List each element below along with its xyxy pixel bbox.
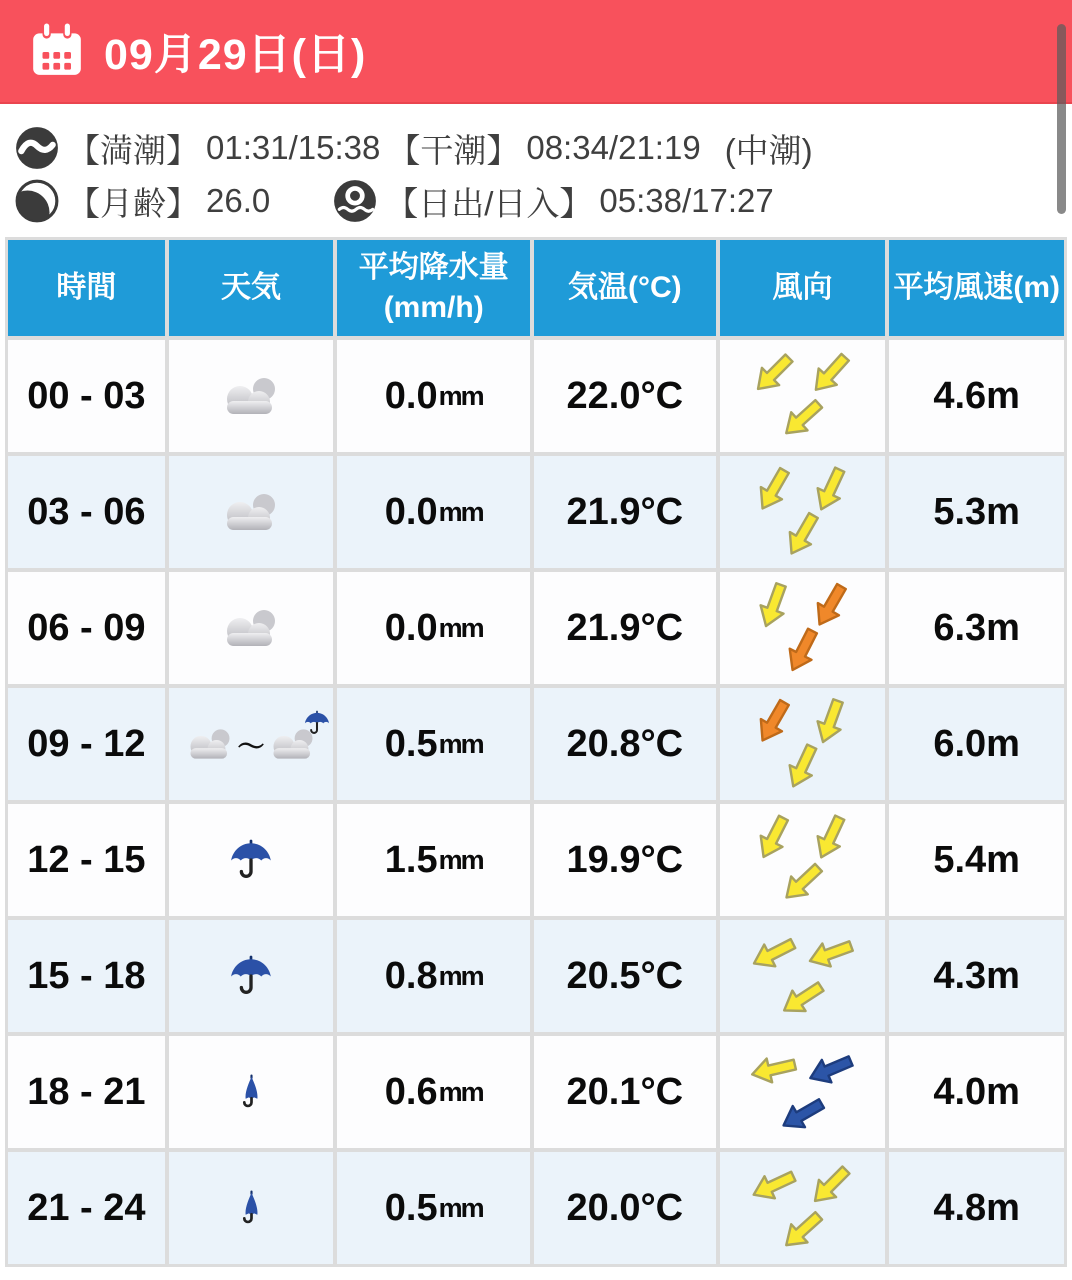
time-range: 06 - 09 xyxy=(8,572,165,684)
precip-unit: mm xyxy=(438,496,483,527)
forecast-table xyxy=(5,237,1067,1267)
weather-transition-symbol: ～ xyxy=(237,731,265,762)
column-header-wind-speed xyxy=(889,240,1064,336)
temp-unit: °C xyxy=(640,1070,684,1113)
temp-unit: °C xyxy=(640,606,684,649)
column-header-label: 平均風速(m) xyxy=(893,270,1060,304)
time-range: 03 - 06 xyxy=(8,456,165,568)
precip-unit: mm xyxy=(438,1076,483,1107)
precip-number: 0.8 xyxy=(384,954,438,997)
high-tide-times: 01:31/15:38 xyxy=(206,129,381,166)
wind-speed-value: 6.3m xyxy=(889,572,1064,684)
low-tide-times: 08:34/21:19 xyxy=(526,129,701,166)
temp-number: 20.0 xyxy=(566,1186,641,1229)
forecast-row xyxy=(8,920,1064,1032)
wind-direction-arrows xyxy=(720,688,886,800)
precip-unit: mm xyxy=(438,728,483,759)
wind-direction-arrows xyxy=(720,572,886,684)
weather-icon-cell xyxy=(169,456,334,568)
moon-phase-icon xyxy=(14,178,60,224)
precip-unit: mm xyxy=(438,1192,483,1223)
precipitation-value xyxy=(337,456,530,568)
temperature-value xyxy=(534,1152,716,1264)
calendar-icon xyxy=(28,22,86,80)
weather-icon-cell xyxy=(169,572,334,684)
weather-icon-cell xyxy=(169,340,334,452)
wind-speed-value: 6.0m xyxy=(889,688,1064,800)
column-header-label: 時間 xyxy=(56,270,117,304)
cloud-icon xyxy=(219,373,283,419)
wind-speed-value: 4.6m xyxy=(889,340,1064,452)
forecast-row xyxy=(8,1036,1064,1148)
umbrella-icon xyxy=(303,709,331,737)
time-range: 18 - 21 xyxy=(8,1036,165,1148)
weather-icon-cell xyxy=(169,920,334,1032)
wind-direction-arrows xyxy=(720,340,886,452)
precip-number: 0.0 xyxy=(384,490,438,533)
wind-speed-value: 5.4m xyxy=(889,804,1064,916)
temperature-value xyxy=(534,340,716,452)
astro-info-panel xyxy=(0,104,1072,225)
temperature-value xyxy=(534,920,716,1032)
precipitation-value xyxy=(337,1152,530,1264)
wind-direction-arrows xyxy=(720,1036,886,1148)
time-range: 09 - 12 xyxy=(8,688,165,800)
sunrise-sunset-icon xyxy=(332,178,378,224)
temp-unit: °C xyxy=(640,722,684,765)
temperature-value xyxy=(534,572,716,684)
cloud-icon xyxy=(219,489,283,535)
forecast-row xyxy=(8,804,1064,916)
moon-sun-info-line xyxy=(14,177,1072,225)
wind-direction-arrows xyxy=(720,804,886,916)
temp-number: 21.9 xyxy=(566,606,641,649)
precip-number: 0.5 xyxy=(384,722,438,765)
closed-umbrella-icon xyxy=(237,1190,266,1226)
temp-unit: °C xyxy=(640,954,684,997)
column-header-time xyxy=(8,240,165,336)
temperature-value xyxy=(534,804,716,916)
tide-phase: (中潮) xyxy=(724,131,813,169)
temp-number: 22.0 xyxy=(566,374,641,417)
weather-icon-cell xyxy=(169,688,334,800)
temperature-value xyxy=(534,688,716,800)
wind-direction-arrows xyxy=(720,1152,886,1264)
temp-number: 21.9 xyxy=(566,490,641,533)
column-header-label: 気温(°C) xyxy=(568,270,682,304)
column-header-label: 平均降水量 xyxy=(358,250,509,284)
temp-number: 20.1 xyxy=(566,1070,641,1113)
wind-arrow-icon xyxy=(775,855,830,910)
time-range: 00 - 03 xyxy=(8,340,165,452)
wave-circle-icon xyxy=(14,125,60,171)
table-header-row xyxy=(8,240,1064,336)
temperature-value xyxy=(534,456,716,568)
precipitation-value xyxy=(337,340,530,452)
tide-info-line xyxy=(14,124,1072,172)
wind-speed-value: 5.3m xyxy=(889,456,1064,568)
cloud-icon xyxy=(184,725,236,763)
temp-unit: °C xyxy=(640,838,684,881)
precip-unit: mm xyxy=(438,844,483,875)
moon-age-label: 【月齢】 xyxy=(67,184,199,222)
sunrise-sunset-times: 05:38/17:27 xyxy=(599,182,774,219)
temp-unit: °C xyxy=(640,1186,684,1229)
temp-unit: °C xyxy=(640,490,684,533)
date-header xyxy=(0,0,1072,104)
precipitation-value xyxy=(337,920,530,1032)
wind-direction-arrows xyxy=(720,456,886,568)
sunrise-sunset-label: 【日出/日入】 xyxy=(385,184,593,222)
scrollbar-thumb[interactable] xyxy=(1057,24,1066,214)
column-header-precipitation xyxy=(337,240,530,336)
temp-number: 20.5 xyxy=(566,954,641,997)
precipitation-value xyxy=(337,804,530,916)
weather-icon-cell xyxy=(169,804,334,916)
column-header-label: 風向 xyxy=(772,270,833,304)
umbrella-icon xyxy=(228,953,274,999)
weather-icon-cell xyxy=(169,1152,334,1264)
precipitation-value xyxy=(337,572,530,684)
precip-number: 0.5 xyxy=(384,1186,438,1229)
wind-speed-value: 4.3m xyxy=(889,920,1064,1032)
forecast-row xyxy=(8,456,1064,568)
time-range: 15 - 18 xyxy=(8,920,165,1032)
high-tide-label: 【満潮】 xyxy=(67,131,199,169)
precip-number: 0.6 xyxy=(384,1070,438,1113)
precipitation-value xyxy=(337,688,530,800)
wind-speed-value: 4.8m xyxy=(889,1152,1064,1264)
forecast-row xyxy=(8,688,1064,800)
wind-arrow-icon xyxy=(775,391,831,447)
moon-age-value: 26.0 xyxy=(206,182,271,219)
weather-icon-cell xyxy=(169,1036,334,1148)
wind-speed-value: 4.0m xyxy=(889,1036,1064,1148)
time-range: 21 - 24 xyxy=(8,1152,165,1264)
temp-unit: °C xyxy=(640,374,684,417)
precip-number: 0.0 xyxy=(384,606,438,649)
cloud-icon xyxy=(219,605,283,651)
wind-arrow-icon xyxy=(775,1203,831,1259)
forecast-row xyxy=(8,340,1064,452)
column-header-label: 天気 xyxy=(221,270,282,304)
umbrella-icon xyxy=(228,837,274,883)
wind-direction-arrows xyxy=(720,920,886,1032)
precip-unit: mm xyxy=(438,612,483,643)
column-header-wind-direction xyxy=(720,240,886,336)
temp-number: 19.9 xyxy=(566,838,641,881)
date-title: 09月29日(日) xyxy=(104,30,367,79)
closed-umbrella-icon xyxy=(237,1074,266,1110)
precip-unit: mm xyxy=(438,380,483,411)
column-header-temperature xyxy=(534,240,716,336)
column-header-weather xyxy=(169,240,334,336)
forecast-row xyxy=(8,572,1064,684)
precipitation-value xyxy=(337,1036,530,1148)
time-range: 12 - 15 xyxy=(8,804,165,916)
precip-number: 0.0 xyxy=(384,374,438,417)
forecast-row xyxy=(8,1152,1064,1264)
wind-arrow-icon xyxy=(771,967,834,1030)
temp-number: 20.8 xyxy=(566,722,641,765)
column-header-unit: (mm/h) xyxy=(383,291,484,324)
low-tide-label: 【干潮】 xyxy=(387,131,520,169)
precip-unit: mm xyxy=(438,960,483,991)
precip-number: 1.5 xyxy=(384,838,438,881)
temperature-value xyxy=(534,1036,716,1148)
